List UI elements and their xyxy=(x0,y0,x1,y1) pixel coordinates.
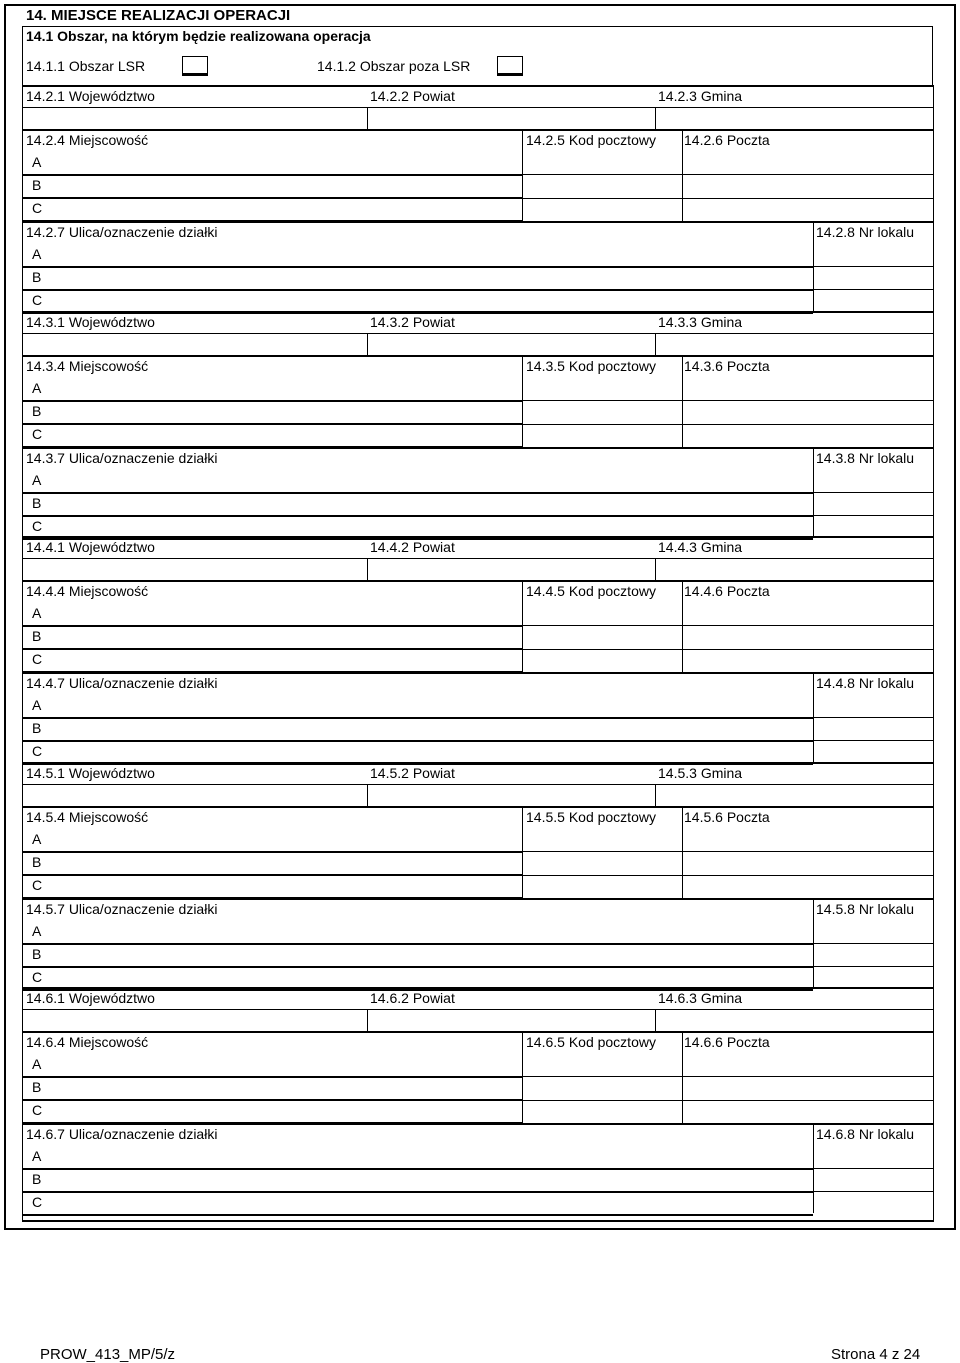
miejscowosc-input[interactable] xyxy=(50,1053,522,1076)
powiat-label: 14.6.2 Powiat xyxy=(370,990,455,1006)
poczta-input[interactable] xyxy=(682,151,933,221)
ulica-input[interactable] xyxy=(50,469,813,492)
miejscowosc-input[interactable] xyxy=(50,648,522,671)
kod-pocztowy-label: 14.2.5 Kod pocztowy xyxy=(526,132,656,148)
ulica-input[interactable] xyxy=(50,492,813,515)
section-title: 14. MIEJSCE REALIZACJI OPERACJI xyxy=(26,7,291,24)
wojewodztwo-label: 14.5.1 Województwo xyxy=(26,765,155,781)
ulica-input[interactable] xyxy=(50,515,813,538)
row-letter: B xyxy=(32,854,42,870)
poczta-label: 14.2.6 Poczta xyxy=(684,132,770,148)
ulica-label: 14.4.7 Ulica/oznaczenie działki xyxy=(26,675,218,691)
rule-line xyxy=(22,1031,933,1033)
nr-lokalu-label: 14.6.8 Nr lokalu xyxy=(816,1126,915,1142)
row-letter: A xyxy=(32,380,42,396)
gmina-label: 14.6.3 Gmina xyxy=(658,990,743,1006)
wojewodztwo-input[interactable] xyxy=(22,107,367,129)
ulica-input[interactable] xyxy=(50,694,813,717)
rule-line xyxy=(22,806,933,808)
miejscowosc-input[interactable] xyxy=(50,377,522,400)
row-letter: B xyxy=(32,720,42,736)
ulica-label: 14.2.7 Ulica/oznaczenie działki xyxy=(26,224,218,240)
rule-line xyxy=(22,311,933,313)
row-letter: C xyxy=(32,426,43,442)
ulica-input[interactable] xyxy=(50,266,813,289)
powiat-label: 14.3.2 Powiat xyxy=(370,314,455,330)
row-letter: A xyxy=(32,605,42,621)
wojewodztwo-label: 14.4.1 Województwo xyxy=(26,539,155,555)
poczta-label: 14.5.6 Poczta xyxy=(684,809,770,825)
nr-lokalu-label: 14.5.8 Nr lokalu xyxy=(816,901,915,917)
gmina-label: 14.4.3 Gmina xyxy=(658,539,743,555)
wojewodztwo-label: 14.2.1 Województwo xyxy=(26,88,155,104)
miejscowosc-label: 14.6.4 Miejscowość xyxy=(26,1034,149,1050)
powiat-label: 14.5.2 Powiat xyxy=(370,765,455,781)
miejscowosc-input[interactable] xyxy=(50,1099,522,1122)
ulica-input[interactable] xyxy=(50,1168,813,1191)
row-letter: B xyxy=(32,269,42,285)
poza-lsr-checkbox[interactable] xyxy=(497,56,523,76)
kod-pocztowy-label: 14.5.5 Kod pocztowy xyxy=(526,809,656,825)
poczta-input[interactable] xyxy=(682,377,933,447)
row-letter: A xyxy=(32,154,42,170)
rule-line xyxy=(22,355,933,357)
row-letter: C xyxy=(32,1194,43,1210)
rule-line xyxy=(22,1220,933,1222)
row-letter: B xyxy=(32,177,42,193)
powiat-input[interactable] xyxy=(367,558,655,580)
row-letter: C xyxy=(32,969,43,985)
poczta-label: 14.4.6 Poczta xyxy=(684,583,770,599)
lsr-checkbox[interactable] xyxy=(182,56,208,76)
miejscowosc-input[interactable] xyxy=(50,1076,522,1099)
powiat-input[interactable] xyxy=(367,333,655,355)
ulica-label: 14.6.7 Ulica/oznaczenie działki xyxy=(26,1126,218,1142)
wojewodztwo-input[interactable] xyxy=(22,333,367,355)
row-letter: A xyxy=(32,697,42,713)
nr-lokalu-input[interactable] xyxy=(813,469,933,537)
miejscowosc-input[interactable] xyxy=(50,851,522,874)
nr-lokalu-label: 14.4.8 Nr lokalu xyxy=(816,675,915,691)
page-number: Strona 4 z 24 xyxy=(831,1346,921,1363)
row-letter: A xyxy=(32,1148,42,1164)
rule-line xyxy=(22,129,933,131)
miejscowosc-input[interactable] xyxy=(50,174,522,197)
powiat-input[interactable] xyxy=(367,784,655,806)
gmina-input[interactable] xyxy=(655,784,933,806)
column-divider xyxy=(933,85,934,1222)
ulica-input[interactable] xyxy=(50,1191,813,1214)
poczta-label: 14.3.6 Poczta xyxy=(684,358,770,374)
gmina-input[interactable] xyxy=(655,558,933,580)
kod-pocztowy-label: 14.4.5 Kod pocztowy xyxy=(526,583,656,599)
row-letter: C xyxy=(32,518,43,534)
rule-line xyxy=(22,898,933,900)
row-letter: C xyxy=(32,651,43,667)
nr-lokalu-input[interactable] xyxy=(813,243,933,311)
gmina-label: 14.3.3 Gmina xyxy=(658,314,743,330)
ulica-input[interactable] xyxy=(50,289,813,312)
miejscowosc-label: 14.2.4 Miejscowość xyxy=(26,132,149,148)
miejscowosc-input[interactable] xyxy=(50,828,522,851)
rule-line xyxy=(22,221,933,223)
row-letter: C xyxy=(32,877,43,893)
wojewodztwo-label: 14.6.1 Województwo xyxy=(26,990,155,1006)
row-letter: A xyxy=(32,246,42,262)
miejscowosc-label: 14.3.4 Miejscowość xyxy=(26,358,149,374)
miejscowosc-input[interactable] xyxy=(50,602,522,625)
poczta-input[interactable] xyxy=(682,828,933,898)
form-code: PROW_413_MP/5/z xyxy=(40,1346,176,1363)
rule-line xyxy=(22,672,933,674)
gmina-input[interactable] xyxy=(655,333,933,355)
miejscowosc-label: 14.4.4 Miejscowość xyxy=(26,583,149,599)
ulica-label: 14.5.7 Ulica/oznaczenie działki xyxy=(26,901,218,917)
gmina-input[interactable] xyxy=(655,1009,933,1031)
wojewodztwo-input[interactable] xyxy=(22,784,367,806)
nr-lokalu-label: 14.3.8 Nr lokalu xyxy=(816,450,915,466)
row-letter: A xyxy=(32,1056,42,1072)
wojewodztwo-input[interactable] xyxy=(22,1009,367,1031)
row-letter: C xyxy=(32,743,43,759)
kod-pocztowy-input[interactable] xyxy=(522,828,682,898)
row-letter: C xyxy=(32,292,43,308)
powiat-input[interactable] xyxy=(367,1009,655,1031)
miejscowosc-input[interactable] xyxy=(50,151,522,174)
kod-pocztowy-input[interactable] xyxy=(522,377,682,447)
row-letter: C xyxy=(32,200,43,216)
row-letter: C xyxy=(32,1102,43,1118)
nr-lokalu-input[interactable] xyxy=(813,694,933,762)
miejscowosc-label: 14.5.4 Miejscowość xyxy=(26,809,149,825)
gmina-label: 14.2.3 Gmina xyxy=(658,88,743,104)
wojewodztwo-input[interactable] xyxy=(22,558,367,580)
rule-line xyxy=(22,762,933,764)
powiat-label: 14.4.2 Powiat xyxy=(370,539,455,555)
lsr-label: 14.1.1 Obszar LSR xyxy=(26,58,146,74)
miejscowosc-input[interactable] xyxy=(50,423,522,446)
ulica-input[interactable] xyxy=(50,717,813,740)
powiat-input[interactable] xyxy=(367,107,655,129)
poczta-input[interactable] xyxy=(682,602,933,672)
gmina-input[interactable] xyxy=(655,107,933,129)
ulica-input[interactable] xyxy=(50,966,813,989)
area-subtitle: 14.1 Obszar, na którym będzie realizowana operacja xyxy=(26,28,371,44)
kod-pocztowy-input[interactable] xyxy=(522,151,682,221)
ulica-label: 14.3.7 Ulica/oznaczenie działki xyxy=(26,450,218,466)
row-letter: A xyxy=(32,831,42,847)
row-letter: B xyxy=(32,946,42,962)
nr-lokalu-input[interactable] xyxy=(813,1145,933,1213)
column-divider xyxy=(22,85,23,1222)
poczta-label: 14.6.6 Poczta xyxy=(684,1034,770,1050)
rule-line xyxy=(22,85,933,87)
rule-line xyxy=(22,1214,813,1216)
wojewodztwo-label: 14.3.1 Województwo xyxy=(26,314,155,330)
poczta-input[interactable] xyxy=(682,1053,933,1123)
ulica-input[interactable] xyxy=(50,740,813,763)
nr-lokalu-label: 14.2.8 Nr lokalu xyxy=(816,224,915,240)
nr-lokalu-input[interactable] xyxy=(813,920,933,988)
ulica-input[interactable] xyxy=(50,243,813,266)
rule-line xyxy=(22,1123,933,1125)
kod-pocztowy-input[interactable] xyxy=(522,602,682,672)
row-letter: B xyxy=(32,1171,42,1187)
rule-line xyxy=(22,447,933,449)
kod-pocztowy-label: 14.3.5 Kod pocztowy xyxy=(526,358,656,374)
poza-lsr-label: 14.1.2 Obszar poza LSR xyxy=(317,58,471,74)
ulica-input[interactable] xyxy=(50,943,813,966)
gmina-label: 14.5.3 Gmina xyxy=(658,765,743,781)
miejscowosc-input[interactable] xyxy=(50,874,522,897)
rule-line xyxy=(22,536,933,538)
miejscowosc-input[interactable] xyxy=(50,197,522,220)
rule-line xyxy=(22,580,933,582)
row-letter: B xyxy=(32,403,42,419)
ulica-input[interactable] xyxy=(50,920,813,943)
row-letter: B xyxy=(32,495,42,511)
miejscowosc-input[interactable] xyxy=(50,625,522,648)
row-letter: A xyxy=(32,923,42,939)
rule-line xyxy=(22,987,933,989)
kod-pocztowy-label: 14.6.5 Kod pocztowy xyxy=(526,1034,656,1050)
row-letter: B xyxy=(32,628,42,644)
ulica-input[interactable] xyxy=(50,1145,813,1168)
miejscowosc-input[interactable] xyxy=(50,400,522,423)
kod-pocztowy-input[interactable] xyxy=(522,1053,682,1123)
row-letter: A xyxy=(32,472,42,488)
row-letter: B xyxy=(32,1079,42,1095)
powiat-label: 14.2.2 Powiat xyxy=(370,88,455,104)
